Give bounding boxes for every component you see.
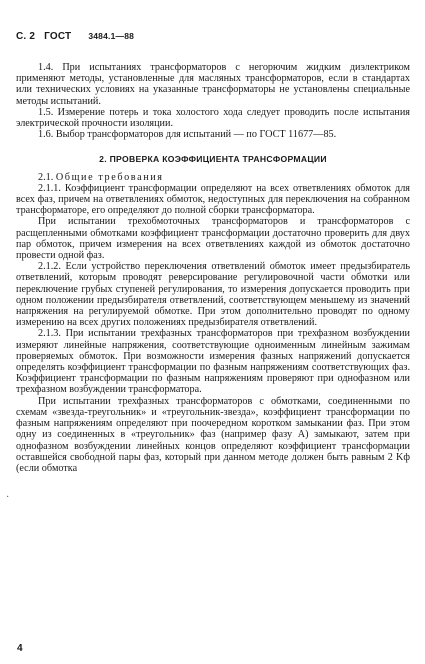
- page-header: [16, 31, 134, 42]
- subsection-number: 2.1.: [38, 171, 54, 183]
- paragraph-2-1-2: 2.1.2. Если устройство переключения ответвлений обмоток имеет предызбиратель ответвлений, которым проводят реверсирование регулировочной части обмотки или переключение грубых ступеней регулирования, то измерения допускается проводить при одном положении предызбирателя ответвлений, соответствующем меньшему из значений напряжения на регулируемой обмотке. При этом дополнительно проводят по одному измерению на всех других положениях предызбирателя ответвлений.: [16, 261, 410, 329]
- margin-mark: ·: [6, 492, 10, 503]
- page-label: С. 2: [16, 31, 36, 42]
- section-title: 2. ПРОВЕРКА КОЭФФИЦИЕНТА ТРАНСФОРМАЦИИ: [99, 154, 327, 165]
- paragraph-2-1-3-continued: При испытании трехфазных трансформаторов с обмотками, соединенными по схемам «звезда-треугольник» и «треугольник-звезда», коэффициент трансформации по фазным напряжениям определяют при поочередном коротком замыкании фаз. При этом одну из соединенных в «треугольник» фаз (например фазу A) замыкают, затем при однофазном возбуждении линейных концов определяют коэффициент трансформации оставшейся свободной пары фаз, который при данном методе должен быть равным 2 Kф (если обмотка: [16, 395, 410, 474]
- subsection-name: Общие требования: [55, 171, 164, 183]
- paragraph-1-6: 1.6. Выбор трансформаторов для испытаний — по ГОСТ 11677—85.: [38, 129, 337, 141]
- document-body: [16, 62, 410, 474]
- paragraph-1-4: 1.4. При испытаниях трансформаторов с негорючим жидким диэлектриком применяют методы, установленные для масляных трансформаторов, если в стандартах или технических условиях на указанные трансформаторы не установлены специальные методы испытаний.: [16, 62, 410, 107]
- standard-number: 3484.1—88: [88, 31, 135, 41]
- paragraph-1-5: 1.5. Измерение потерь и тока холостого хода следует проводить после испытания электрической прочности изоляции.: [16, 106, 410, 130]
- gost-label: ГОСТ: [44, 31, 72, 42]
- paragraph-2-1-3: 2.1.3. При испытании трехфазных трансформаторов при трехфазном возбуждении измеряют линейные напряжения, соответствующие одноименным линейным зажимам проверяемых обмоток. При возможности измерения фазных напряжений допускается определять коэффициент трансформации по фазным напряжениям соответствующих фаз. Коэффициент трансформации по фазным напряжениям проверяют при однофазном или трехфазном возбуждении трансформатора.: [16, 328, 410, 396]
- page-number: 4: [17, 643, 23, 654]
- paragraph-2-1-1-continued: При испытании трехобмоточных трансформаторов и трансформаторов с расщепленными обмотками коэффициент трансформации достаточно проверить для двух пар обмоток, причем измерения на всех ответвлениях каждой из обмоток достаточно провести одной фаз.: [16, 216, 410, 262]
- paragraph-2-1-1: 2.1.1. Коэффициент трансформации определяют на всех ответвлениях обмоток для всех фаз, причем на ответвлениях обмоток, недоступных для переключения на собранном трансформаторе, его определяют до полной сборки трансформатора.: [16, 182, 410, 217]
- subsection-title: [16, 172, 410, 183]
